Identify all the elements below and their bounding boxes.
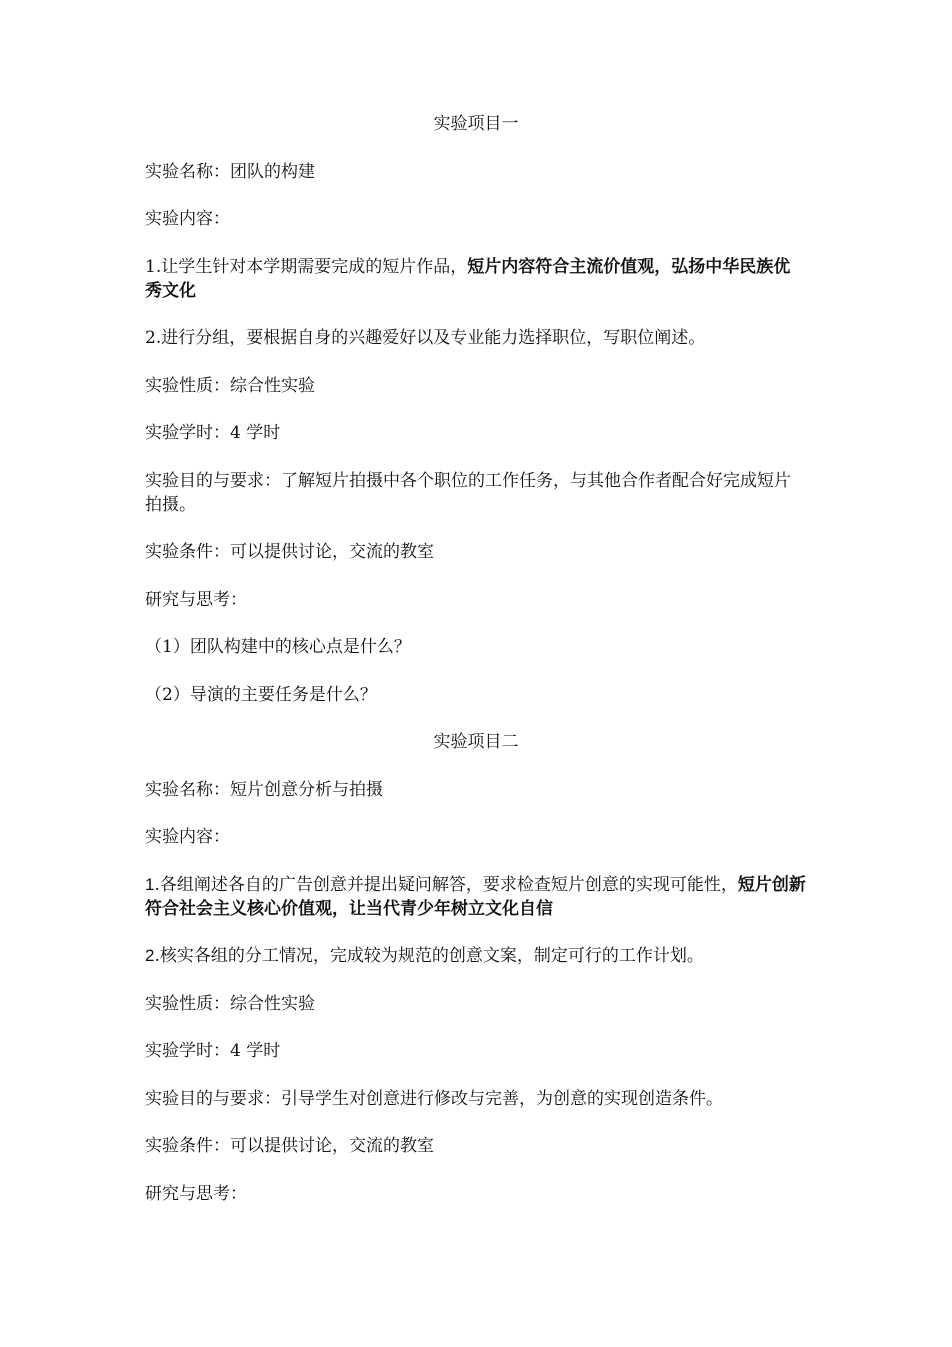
section2-heading: 实验项目二 [433, 732, 519, 752]
section2-content-label: 实验内容： [145, 827, 230, 847]
section2-hours: 实验学时：4 学时 [145, 1041, 281, 1061]
section1-purpose: 实验目的与要求：了解短片拍摄中各个职位的工作任务，与其他合作者配合好完成短片拍摄。 [145, 470, 791, 515]
section1-conditions: 实验条件：可以提供讨论，交流的教室 [145, 542, 434, 562]
section1-nature: 实验性质：综合性实验 [145, 375, 315, 396]
section2-purpose: 实验目的与要求：引导学生对创意进行修改与完善，为创意的实现创造条件。 [145, 1088, 723, 1109]
document-page [145, 112, 807, 1229]
section1-research-label: 研究与思考： [145, 589, 247, 610]
section1-question-1: （1）团队构建中的核心点是什么？ [145, 637, 411, 657]
section2-item2-number: 2 [145, 946, 155, 965]
section2-item2-text: .核实各组的分工情况，完成较为规范的创意文案，制定可行的工作计划。 [154, 946, 704, 966]
section2-item1-bold-text: 短片创新符合社会主义核心价值观，让当代青少年树立文化自信 [145, 874, 806, 919]
section2-item1-number: 1 [145, 874, 155, 894]
section1-heading: 实验项目一 [433, 114, 519, 134]
section2-content-item-1 [145, 873, 807, 921]
section2-nature: 实验性质：综合性实验 [145, 993, 315, 1014]
section1-item1-text: 1.让学生针对本学期需要完成的短片作品， [145, 256, 468, 277]
section1-question-2: （2）导演的主要任务是什么？ [145, 684, 377, 705]
section2-research-label: 研究与思考： [145, 1183, 247, 1204]
section1-item1-bold-text: 短片内容符合主流价值观，弘扬中华民族优秀文化 [145, 256, 791, 301]
section1-hours: 实验学时：4 学时 [145, 423, 281, 443]
section1-experiment-name: 实验名称：团队的构建 [145, 161, 315, 182]
section1-content-item-1 [145, 255, 807, 303]
section2-conditions: 实验条件：可以提供讨论，交流的教室 [145, 1136, 434, 1156]
section1-content-label: 实验内容： [145, 209, 230, 229]
section1-content-item-2: 2.进行分组，要根据自身的兴趣爱好以及专业能力选择职位，写职位阐述。 [145, 328, 706, 348]
section2-experiment-name: 实验名称：短片创意分析与拍摄 [145, 779, 383, 800]
section2-content-item-2 [145, 944, 807, 968]
section2-item1-text: .各组阐述各自的广告创意并提出疑问解答，要求检查短片创意的实现可能性， [154, 874, 738, 895]
